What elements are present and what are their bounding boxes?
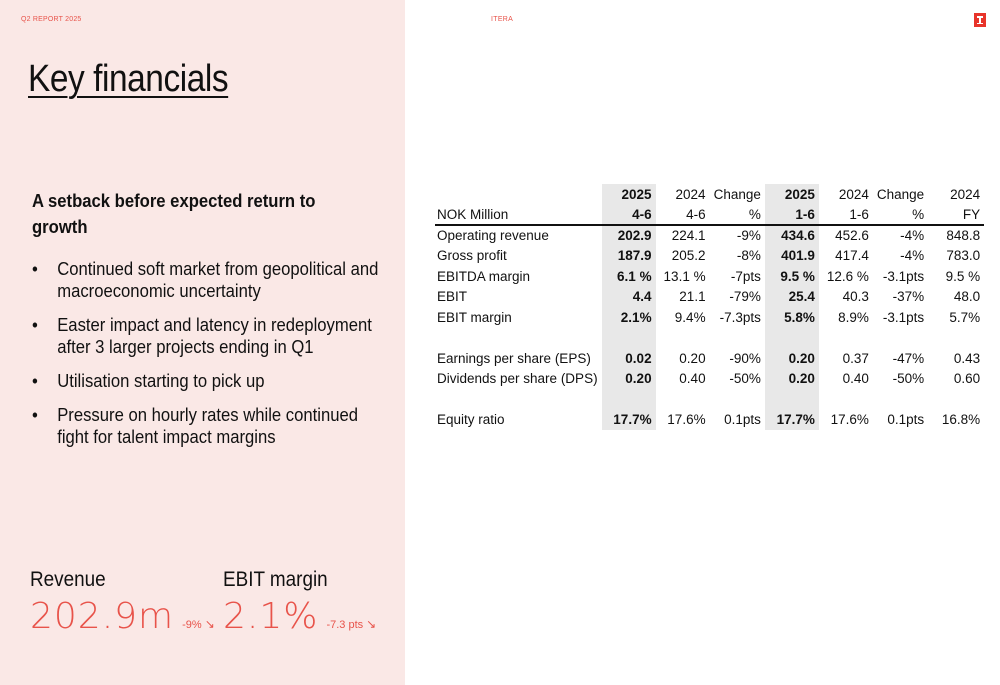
bullet-item: • Continued soft market from geopolitical and macroeconomic uncertainty bbox=[32, 258, 392, 302]
table-row bbox=[435, 266, 984, 287]
table-row bbox=[435, 225, 984, 246]
table-header-row bbox=[435, 205, 984, 226]
spacer-cell bbox=[928, 389, 984, 410]
header-cell: 2024 bbox=[838, 186, 869, 202]
spacer-cell bbox=[602, 389, 656, 410]
row-label: EBIT margin bbox=[437, 309, 512, 325]
header-cell bbox=[435, 184, 602, 205]
table-cell: 0.1pts bbox=[724, 412, 761, 428]
table-cell: 6.1 % bbox=[602, 266, 656, 287]
header-cell: 2024 bbox=[675, 186, 706, 202]
bullet-item: • Easter impact and latency in redeployment after 3 larger projects ending in Q1 bbox=[32, 314, 392, 358]
table-cell: 40.3 bbox=[842, 289, 869, 305]
table-cell: 0.02 bbox=[602, 348, 656, 369]
spacer-cell bbox=[710, 389, 765, 410]
table-cell: -7pts bbox=[730, 268, 761, 284]
table-cell: 25.4 bbox=[765, 287, 819, 308]
table-cell: 848.8 bbox=[946, 228, 981, 244]
spacer-cell bbox=[435, 389, 602, 410]
table-cell: -79% bbox=[729, 289, 761, 305]
spacer-cell bbox=[928, 328, 984, 349]
header-cell: Change bbox=[876, 186, 925, 202]
table-cell: 17.7% bbox=[602, 410, 656, 431]
table-spacer-row bbox=[435, 328, 984, 349]
table-cell: 0.1pts bbox=[887, 412, 925, 428]
table-cell: 2.1% bbox=[602, 307, 656, 328]
bullet-item: • Pressure on hourly rates while continued fight for talent impact margins bbox=[32, 404, 392, 448]
header-cell: 4-6 bbox=[656, 205, 710, 226]
arrow-down-right-icon: ↘ bbox=[366, 617, 377, 631]
table-cell: 17.6% bbox=[830, 412, 869, 428]
itera-logo-icon bbox=[974, 13, 986, 27]
table-cell: 205.2 bbox=[671, 248, 706, 264]
row-label: Equity ratio bbox=[437, 412, 505, 428]
table-cell: 434.6 bbox=[765, 225, 819, 246]
table-cell: -9% bbox=[736, 228, 761, 244]
table-cell: 17.7% bbox=[765, 410, 819, 431]
spacer-cell bbox=[819, 328, 873, 349]
table-cell: -37% bbox=[892, 289, 925, 305]
report-label: Q2 REPORT 2025 bbox=[21, 16, 82, 23]
table-cell: 0.20 bbox=[765, 369, 819, 390]
table-cell: 783.0 bbox=[946, 248, 981, 264]
spacer-cell bbox=[656, 328, 710, 349]
brand-label: ITERA bbox=[491, 16, 514, 23]
header-cell: % bbox=[710, 205, 765, 226]
table-cell: 0.20 bbox=[765, 348, 819, 369]
table-cell: -50% bbox=[892, 371, 925, 387]
table-cell: 0.60 bbox=[953, 371, 981, 387]
section-subheading: A setback before expected return to growth bbox=[32, 190, 316, 237]
table-spacer-row bbox=[435, 389, 984, 410]
financials-table bbox=[435, 184, 984, 430]
spacer-cell bbox=[435, 328, 602, 349]
table-cell: 4.4 bbox=[602, 287, 656, 308]
header-cell: Change bbox=[713, 186, 761, 202]
kpi-revenue bbox=[30, 568, 215, 637]
table-cell: -8% bbox=[736, 248, 761, 264]
table-cell: 224.1 bbox=[671, 228, 706, 244]
table-cell: 16.8% bbox=[941, 412, 981, 428]
kpi-label: Revenue bbox=[30, 568, 106, 591]
header-cell: 4-6 bbox=[602, 205, 656, 226]
spacer-cell bbox=[656, 389, 710, 410]
table-cell: 9.5 % bbox=[945, 268, 981, 284]
table-row bbox=[435, 348, 984, 369]
page-title: Key financials bbox=[28, 58, 229, 100]
table-cell: -3.1pts bbox=[882, 309, 925, 325]
table-cell: 21.1 bbox=[679, 289, 706, 305]
table-cell: 187.9 bbox=[602, 246, 656, 267]
table-cell: -47% bbox=[892, 350, 925, 366]
kpi-ebit-margin bbox=[223, 568, 376, 637]
table-cell: -3.1pts bbox=[882, 268, 925, 284]
spacer-cell bbox=[873, 389, 928, 410]
table-cell: 0.43 bbox=[953, 350, 981, 366]
table-cell: -90% bbox=[729, 350, 761, 366]
header-cell: 2024 bbox=[950, 186, 981, 202]
kpi-label: EBIT margin bbox=[223, 568, 328, 591]
table-cell: -4% bbox=[900, 228, 925, 244]
header-cell: FY bbox=[928, 205, 984, 226]
spacer-cell bbox=[819, 389, 873, 410]
table-cell: -50% bbox=[729, 371, 761, 387]
table-row bbox=[435, 307, 984, 328]
table-header-row bbox=[435, 184, 984, 205]
row-label: Earnings per share (EPS) bbox=[437, 350, 591, 366]
table-cell: 17.6% bbox=[667, 412, 706, 428]
bullet-item: • Utilisation starting to pick up bbox=[32, 370, 392, 392]
table-row bbox=[435, 246, 984, 267]
table-cell: 48.0 bbox=[953, 289, 981, 305]
table-cell: 417.4 bbox=[835, 248, 869, 264]
bullet-list bbox=[32, 258, 402, 460]
table-cell: 9.5 % bbox=[765, 266, 819, 287]
table-cell: 0.37 bbox=[842, 350, 869, 366]
header-cell: 2025 bbox=[765, 184, 819, 205]
header-cell: NOK Million bbox=[435, 205, 602, 226]
row-label: Gross profit bbox=[437, 248, 507, 264]
table-cell: 0.20 bbox=[679, 350, 706, 366]
table-cell: 12.6 % bbox=[826, 268, 869, 284]
table-row bbox=[435, 287, 984, 308]
spacer-cell bbox=[765, 389, 819, 410]
table-cell: 8.9% bbox=[838, 309, 869, 325]
table-cell: 0.40 bbox=[679, 371, 706, 387]
table-cell: 452.6 bbox=[835, 228, 869, 244]
table-cell: 202.9 bbox=[602, 225, 656, 246]
spacer-cell bbox=[710, 328, 765, 349]
table-cell: 13.1 % bbox=[663, 268, 706, 284]
kpi-value: 2.1% bbox=[223, 596, 319, 637]
table-cell: 0.40 bbox=[842, 371, 869, 387]
spacer-cell bbox=[602, 328, 656, 349]
header-cell: 1-6 bbox=[819, 205, 873, 226]
table-cell: 401.9 bbox=[765, 246, 819, 267]
kpi-value: 202.9m bbox=[30, 596, 175, 637]
header-cell: % bbox=[873, 205, 928, 226]
table-cell: -7.3pts bbox=[719, 309, 761, 325]
header-cell: 2025 bbox=[602, 184, 656, 205]
table-row bbox=[435, 369, 984, 390]
arrow-down-right-icon: ↘ bbox=[204, 617, 215, 631]
table-cell: -4% bbox=[900, 248, 925, 264]
row-label: EBIT bbox=[437, 289, 468, 305]
spacer-cell bbox=[765, 328, 819, 349]
table-cell: 9.4% bbox=[674, 309, 706, 325]
table-cell: 5.8% bbox=[765, 307, 819, 328]
table-row bbox=[435, 410, 984, 431]
row-label: Operating revenue bbox=[437, 228, 549, 244]
header-cell: 1-6 bbox=[765, 205, 819, 226]
spacer-cell bbox=[873, 328, 928, 349]
table-cell: 5.7% bbox=[949, 309, 981, 325]
row-label: Dividends per share (DPS) bbox=[437, 371, 598, 387]
kpi-change: -7.3 pts bbox=[326, 619, 364, 631]
row-label: EBITDA margin bbox=[437, 268, 531, 284]
table-cell: 0.20 bbox=[602, 369, 656, 390]
kpi-change: -9% bbox=[182, 619, 202, 631]
